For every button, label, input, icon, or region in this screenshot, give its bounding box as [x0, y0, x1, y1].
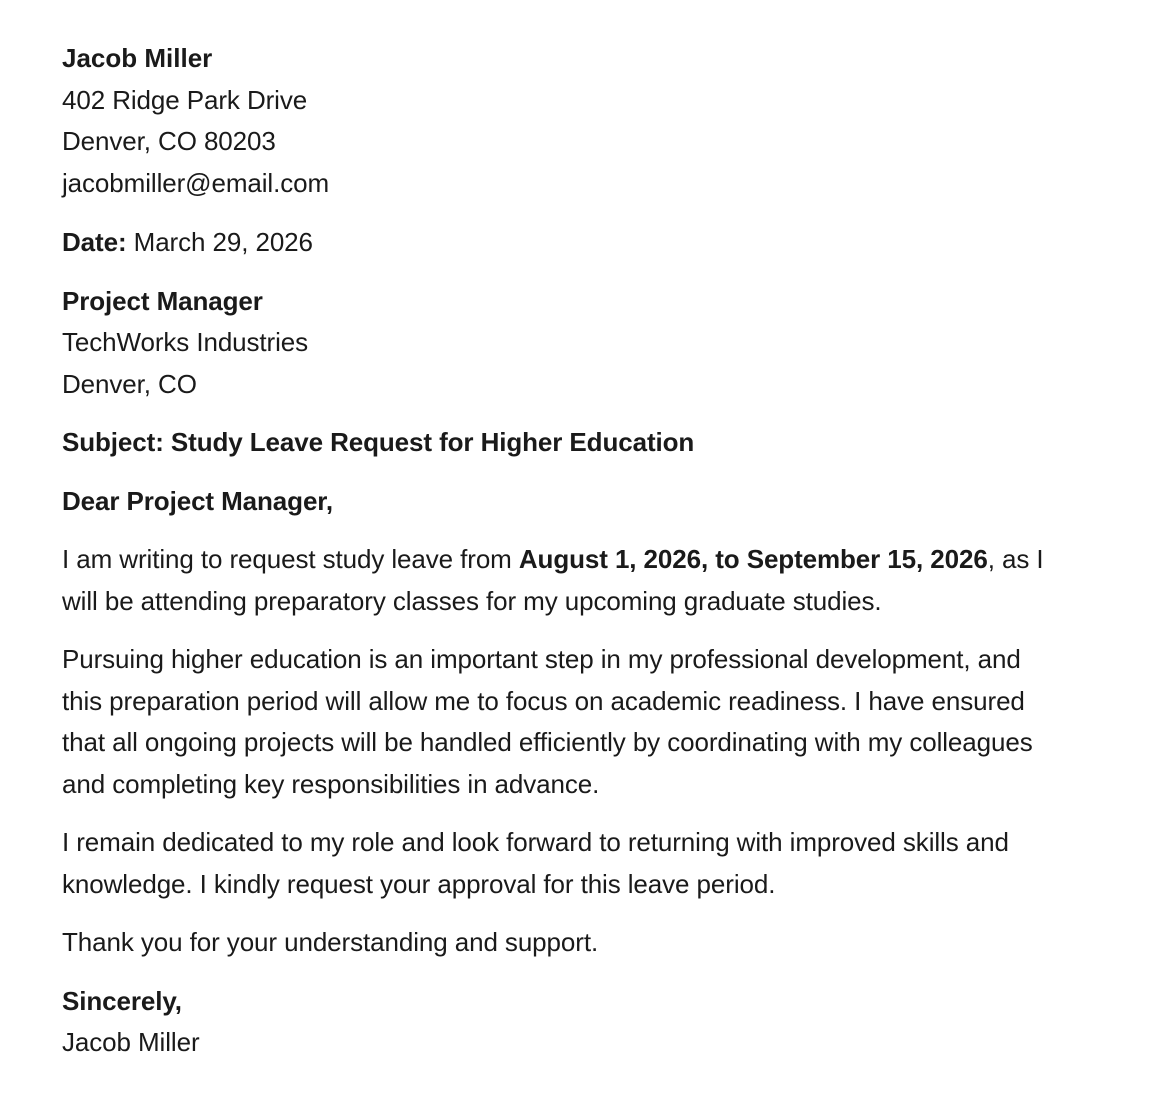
sender-name: Jacob Miller [62, 43, 213, 73]
paragraph-1-part-1: I am writing to request study leave from [62, 544, 519, 574]
date-label: Date: [62, 227, 127, 257]
date-block [62, 222, 1064, 264]
letter-body [62, 38, 1064, 1064]
sender-address-block [62, 38, 1064, 204]
date-line [62, 222, 1064, 264]
closing-block [62, 981, 1064, 1064]
recipient-title: Project Manager [62, 285, 263, 316]
signature-name: Jacob Miller [62, 1027, 200, 1057]
recipient-company: TechWorks Industries [62, 327, 309, 357]
salutation-block [62, 481, 1064, 523]
subject-block [62, 422, 1064, 464]
recipient-location: Denver, CO [62, 368, 197, 399]
body-paragraph-4: Thank you for your understanding and support. [62, 927, 599, 957]
body-paragraph-3: I remain dedicated to my role and look forward to returning with improved skills and knowledge. I kindly request your approval for this leave period. [62, 827, 1009, 899]
paragraph-1-part-2: , as I will be attending preparatory classes for my upcoming graduate studies. [62, 544, 1044, 616]
sender-email: jacobmiller@email.com [62, 167, 330, 198]
date-value: March 29, 2026 [126, 227, 313, 257]
subject-line: Subject: Study Leave Request for Higher Education [62, 427, 695, 457]
recipient-address-block [62, 281, 1064, 406]
body-paragraph-1 [62, 539, 1064, 622]
sender-city-state-zip: Denver, CO 80203 [62, 126, 276, 156]
leave-date-range: August 1, 2026, to September 15, 2026 [518, 544, 988, 574]
valediction: Sincerely, [62, 985, 182, 1016]
salutation-line: Dear Project Manager, [62, 485, 334, 516]
sender-street: 402 Ridge Park Drive [62, 84, 308, 115]
body-paragraph-2: Pursuing higher education is an important step in my professional development, and this preparation period will allow me to focus on academic readiness. I have ensured that all ongoing projects will be handled efficiently by coordinating with my colleagues and completing key responsibilities in advance. [62, 644, 1033, 799]
